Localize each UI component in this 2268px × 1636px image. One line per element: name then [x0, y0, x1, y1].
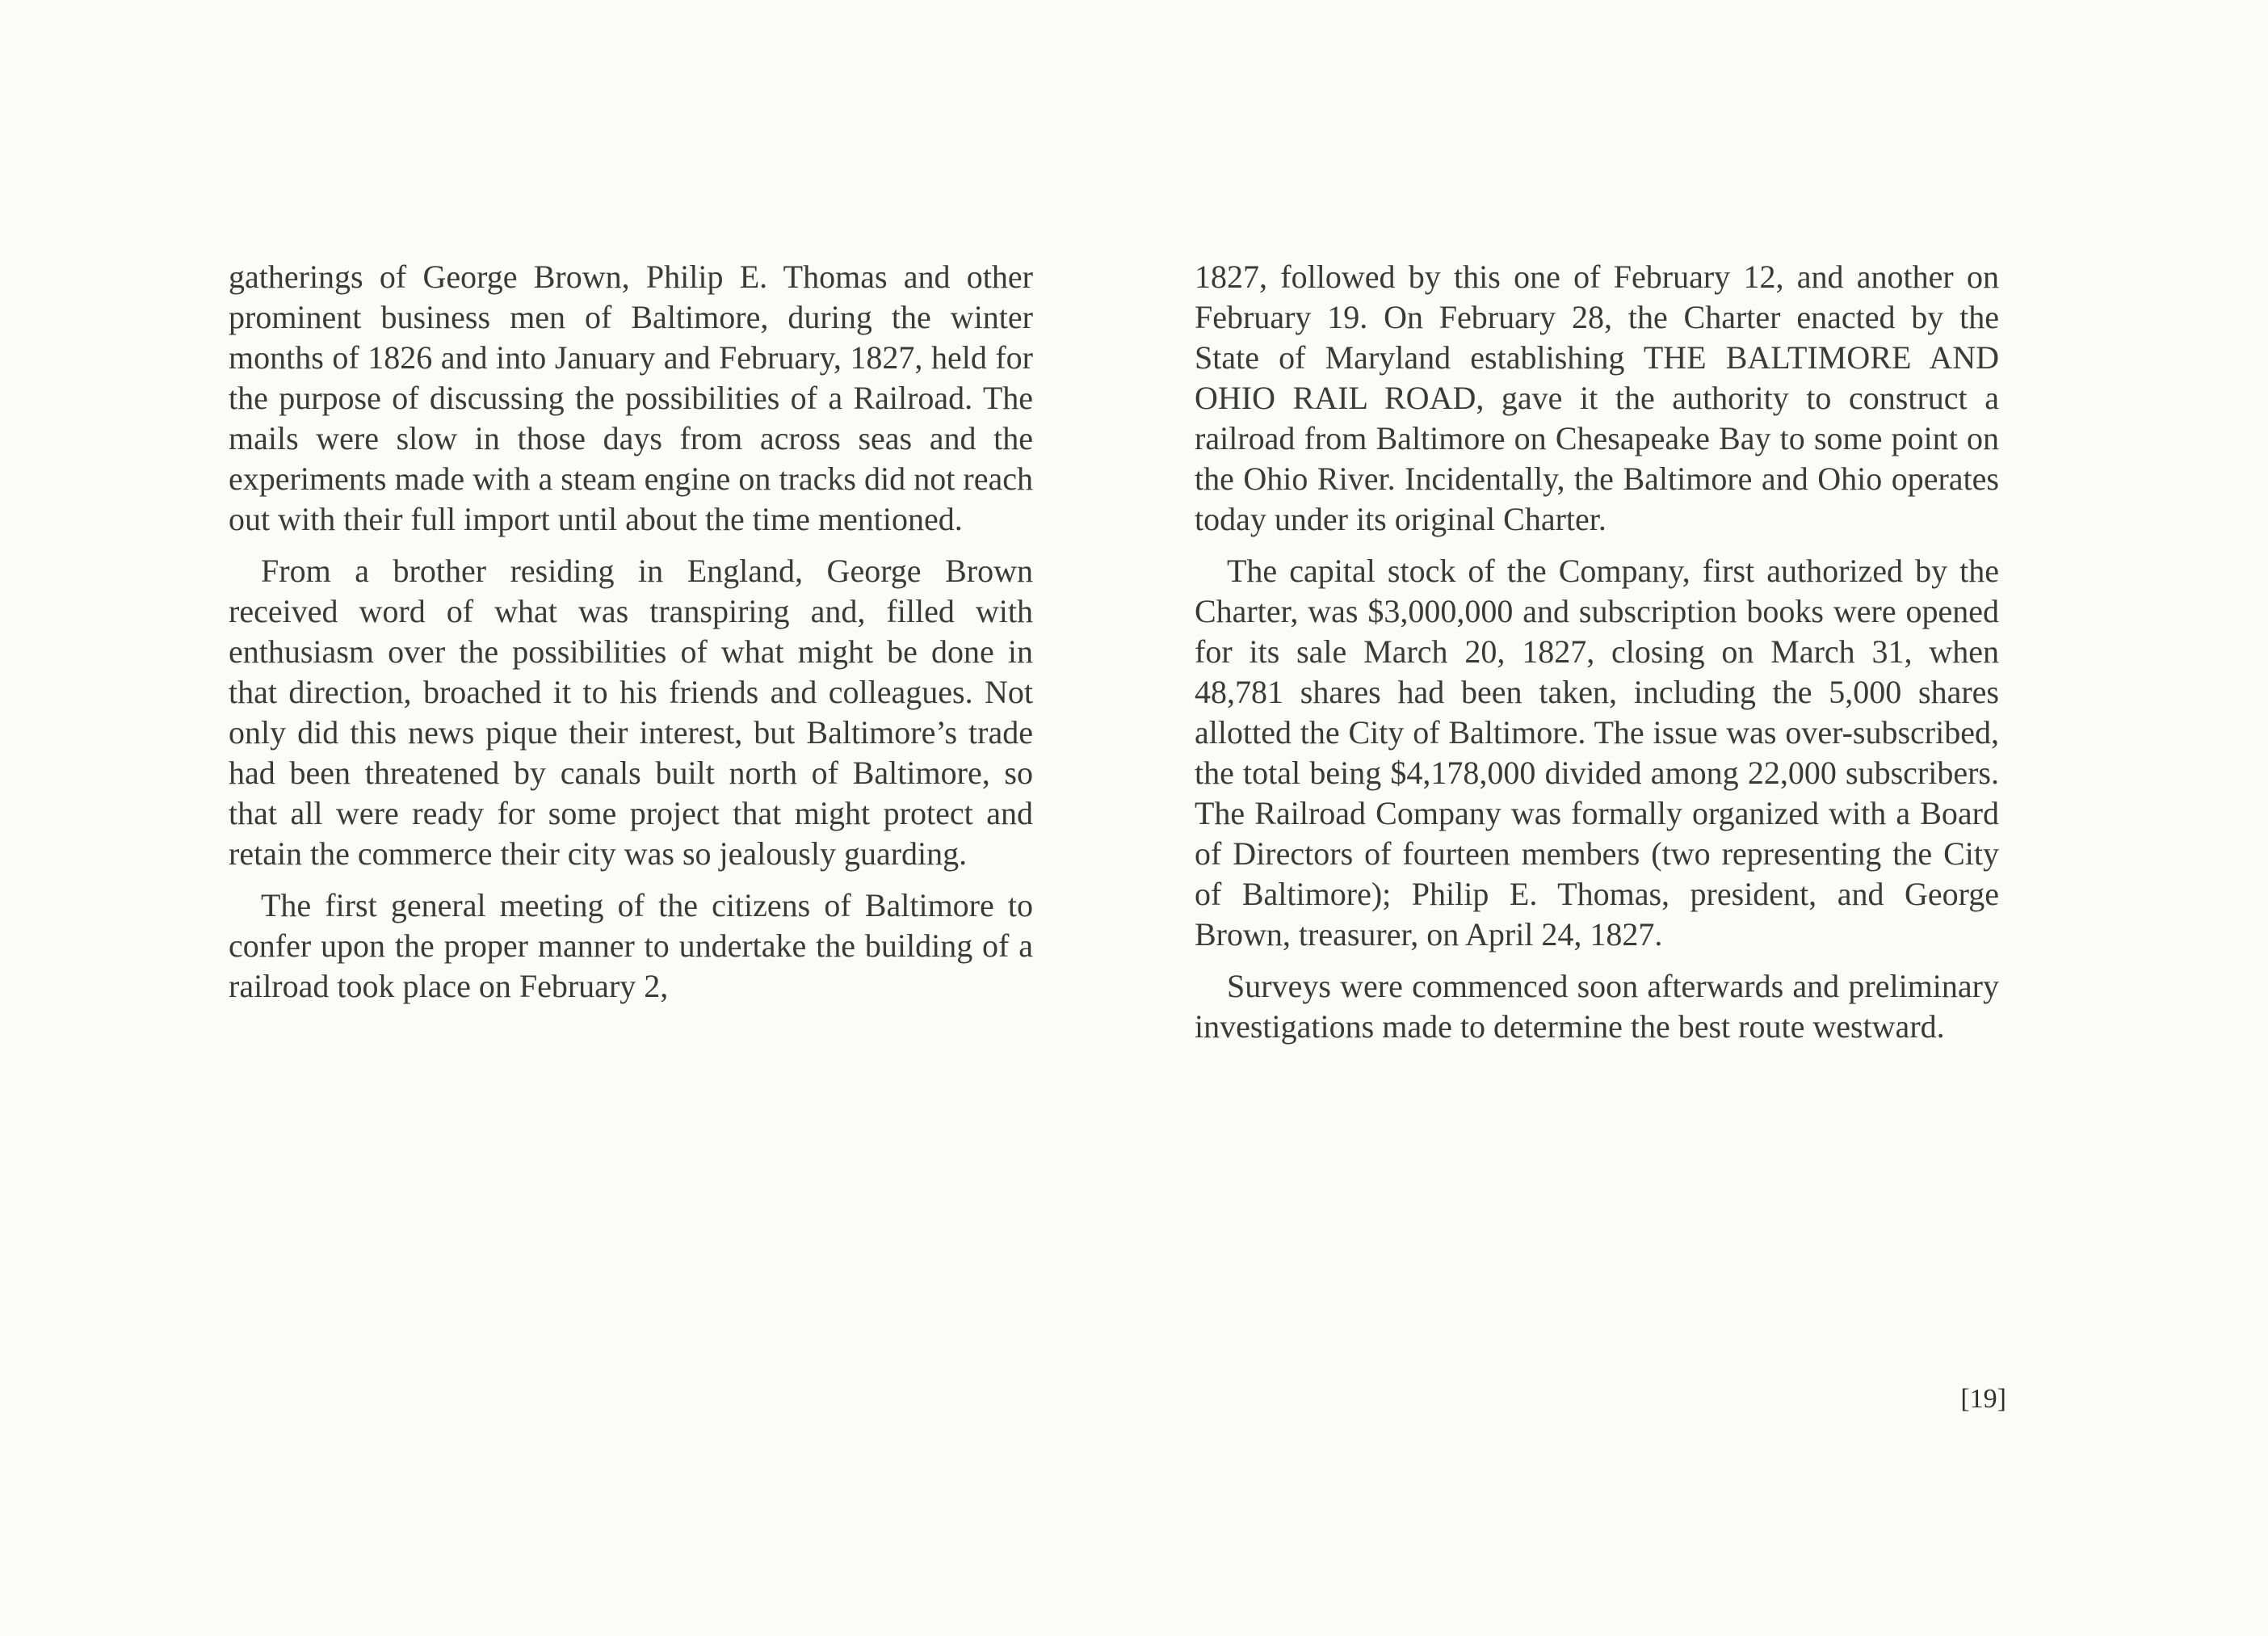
paragraph: The first general meeting of the citizens of Baltimore to confer upon the proper manner to undertake the building of a railroad took place on February 2, — [229, 887, 1033, 1004]
paragraph: gatherings of George Brown, Philip E. Thomas and other prominent business men of Baltimore, during the winter months of 1826 and into January and February, 1827, held for the purpose of discussing the possibilities of a Railroad. The mails were slow in those days from across seas and the experiments made with a steam engine on tracks did not reach out with their full import until about the time mentioned. — [229, 259, 1033, 537]
paragraph: From a brother residing in England, George Brown received word of what was transpiring and, filled with enthusiasm over the possibilities of what might be done in that direction, broached it to his friends and colleagues. Not only did this news pique their interest, but Baltimore’s trade had been threatened by canals built north of Baltimore, so that all were ready for some project that might protect and retain the commerce their city was so jealously guarding. — [229, 553, 1033, 872]
paragraph: 1827, followed by this one of February 12, and another on February 19. On February 28, the Charter enacted by the State of Maryland establishing THE BALTIMORE AND OHIO RAIL ROAD, gave it the authority to construct a railroad from Baltimore on Chesapeake Bay to some point on the Ohio River. Incidentally, the Baltimore and Ohio operates today under its original Charter. — [1195, 259, 1999, 537]
paragraph: The capital stock of the Company, first authorized by the Charter, was $3,000,000 and subscription books were opened for its sale March 20, 1827, closing on March 31, when 48,781 shares had been taken, including the 5,000 shares allotted the City of Baltimore. The issue was over-subscribed, the total being $4,178,000 divided among 22,000 subscribers. The Railroad Company was formally organized with a Board of Directors of fourteen members (two representing the City of Baltimore); Philip E. Thomas, president, and George Brown, treasurer, on April 24, 1827. — [1195, 553, 1999, 953]
paragraph: Surveys were commenced soon afterwards and preliminary investigations made to determine the best route westward. — [1195, 968, 1999, 1045]
page-number: [19] — [1960, 1384, 2006, 1414]
right-text-column — [1195, 257, 1999, 1058]
left-text-column — [229, 257, 1033, 1018]
